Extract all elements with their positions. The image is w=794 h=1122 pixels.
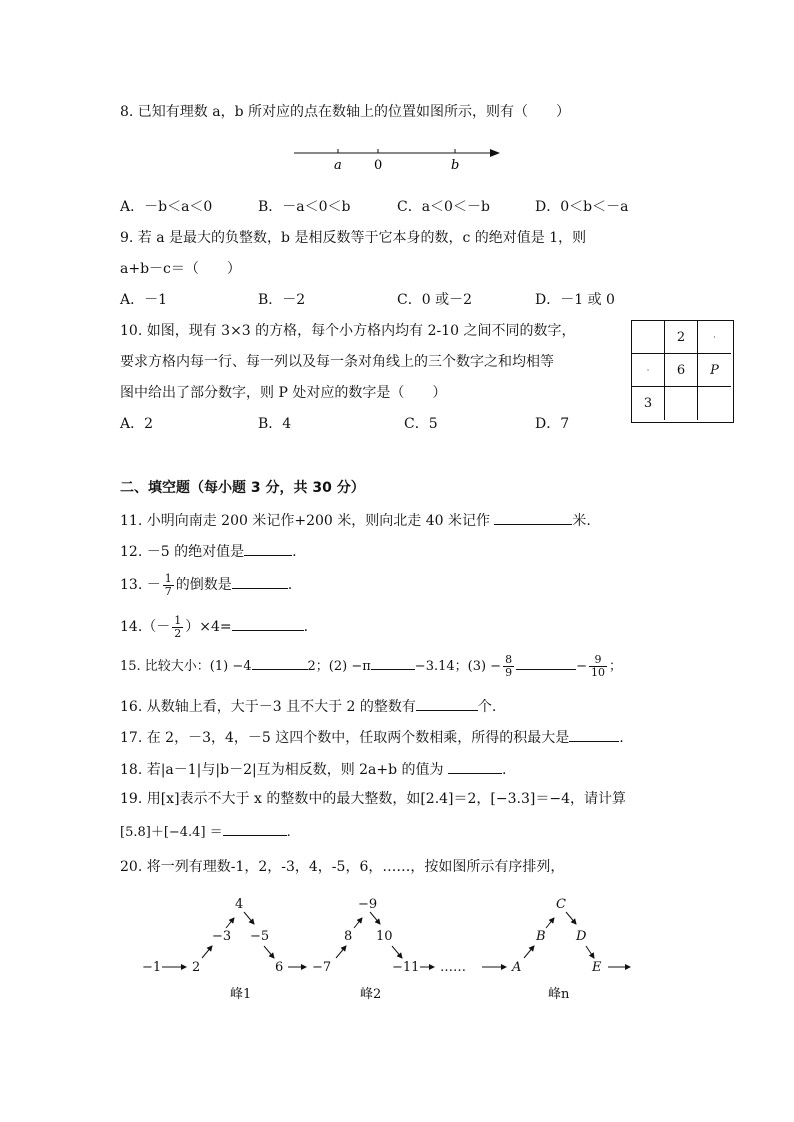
q14-den: 2: [174, 626, 182, 640]
q14-fraction: [172, 615, 183, 640]
label-2: 2: [192, 960, 201, 975]
q13-den: 7: [164, 584, 172, 598]
label-A: A: [512, 960, 522, 975]
q12: [120, 541, 297, 561]
q10-line2: 要求方格内每一行、每一列以及每一条对角线上的三个数字之和均相等: [120, 354, 554, 370]
q14-mid: ）×4=: [185, 619, 232, 635]
q13-pre: 13. －: [120, 577, 161, 593]
q15-fraction-2: [589, 654, 607, 679]
q9-option-b: B．－2: [258, 292, 306, 308]
grid-cell: 2: [665, 321, 698, 354]
grid-cell: [632, 321, 665, 354]
label-10: 10: [376, 929, 393, 944]
q9-option-a: A．－1: [120, 292, 168, 308]
q13-end: .: [287, 577, 293, 593]
grid-cell: [698, 387, 731, 420]
axis-label-a: a: [334, 158, 342, 173]
grid-cell-p: P: [698, 354, 731, 387]
grid-cell: [665, 387, 698, 420]
q19-line2: [120, 821, 291, 842]
q17-pre: 17. 在 2，－3，4，－5 这四个数中，任取两个数相乘，所得的积最大是: [120, 730, 570, 746]
q19-pre2: [5.8]＋[−4.4] ＝: [120, 825, 223, 840]
label-ellipsis: ……: [440, 960, 466, 975]
q14: [120, 614, 308, 640]
q17-blank[interactable]: [569, 727, 619, 742]
q15-f1-num: 8: [505, 653, 513, 666]
label-neg9: −9: [358, 897, 378, 912]
q16-blank[interactable]: [416, 696, 478, 711]
q13-post: 的倒数是: [175, 577, 232, 593]
q12-post: .: [292, 544, 297, 560]
q14-num: 1: [174, 613, 182, 627]
q14-end: .: [303, 619, 309, 635]
q13-fraction: [163, 573, 174, 598]
q13-num: 1: [164, 571, 172, 585]
label-6: 6: [275, 960, 284, 975]
q19-post2: .: [286, 825, 291, 840]
q18-pre: 18. 若|a－1|与|b－2|互为相反数，则 2a+b 的值为: [120, 762, 449, 778]
label-neg7: −7: [312, 960, 332, 975]
axis-label-b: b: [451, 158, 460, 173]
q15-p1: 15. 比较大小：(1) −4: [120, 659, 252, 674]
q15-blank-1[interactable]: [252, 655, 308, 670]
q16-pre: 16. 从数轴上看，大于－3 且不大于 2 的整数有: [120, 699, 416, 715]
label-C: C: [556, 897, 566, 912]
q16: [120, 696, 496, 716]
q15-blank-3[interactable]: [516, 655, 576, 670]
q15-end: ；: [608, 659, 622, 674]
grid-cell: ·: [698, 321, 731, 354]
grid-cell: 3: [632, 387, 665, 420]
q11-pre: 11. 小明向南走 200 米记作+200 米，则向北走 40 米记作: [120, 513, 495, 529]
q15-fraction-1: [503, 654, 514, 679]
q11-post: 米.: [572, 513, 591, 529]
q20-text: 20. 将一列有理数-1，2，-3，4，-5，6，……，按如图所示有序排列，: [120, 859, 565, 875]
number-line: [290, 143, 510, 173]
peak-label-1: 峰1: [230, 987, 252, 1002]
q15: [120, 654, 622, 680]
label-neg1: −1: [142, 960, 162, 975]
grid-cell: ·: [632, 354, 665, 387]
q10-line1: 10. 如图，现有 3×3 的方格，每个小方格内均有 2-10 之间不同的数字，: [120, 323, 576, 339]
q10-option-b: B．4: [258, 416, 292, 432]
label-E: E: [592, 960, 602, 975]
q8-option-a: A．－b＜a＜0: [120, 199, 213, 215]
q8-option-b: B．－a＜0＜b: [258, 199, 351, 215]
q10-line3: 图中给出了部分数字，则 P 处对应的数字是（ ）: [120, 385, 447, 401]
q13-blank[interactable]: [232, 574, 288, 589]
label-D: D: [576, 929, 587, 944]
label-neg5: −5: [250, 929, 270, 944]
q15-p4: −: [576, 659, 587, 674]
q18: [120, 759, 506, 779]
magic-square-grid: [631, 320, 734, 423]
q11: [120, 510, 591, 530]
q10-option-c: C．5: [404, 416, 438, 432]
label-neg3: −3: [212, 929, 232, 944]
q8-option-c: C．a＜0＜－b: [397, 199, 490, 215]
q10-option-d: D．7: [535, 416, 570, 432]
peak-diagram: [130, 888, 650, 1008]
q19-blank[interactable]: [223, 821, 287, 836]
grid-cell: 6: [665, 354, 698, 387]
q10-option-a: A．2: [120, 416, 154, 432]
section-title: 二、填空题（每小题 3 分，共 30 分）: [120, 480, 365, 496]
q12-pre: 12. －5 的绝对值是: [120, 544, 245, 560]
q9-line1: 9. 若 a 是最大的负整数，b 是相反数等于它本身的数，c 的绝对值是 1，则: [120, 230, 587, 246]
q13: [120, 572, 292, 598]
q15-p2: 2；(2) −π: [307, 659, 371, 674]
label-8: 8: [344, 929, 353, 944]
q12-blank[interactable]: [244, 541, 292, 556]
q18-post: .: [502, 762, 507, 778]
q15-f2-num: 9: [589, 654, 607, 667]
q9-option-d: D．－1 或 0: [535, 292, 615, 308]
q9-option-c: C．0 或－2: [397, 292, 472, 308]
q15-f1-den: 9: [505, 666, 513, 679]
peak-label-2: 峰2: [360, 987, 382, 1002]
q8-option-d: D．0＜b＜－a: [535, 199, 629, 215]
axis-label-0: 0: [374, 158, 383, 173]
q15-f2-den: 10: [590, 666, 605, 679]
q11-blank[interactable]: [494, 510, 572, 525]
q14-blank[interactable]: [232, 616, 304, 631]
q15-p3: −3.14；(3) −: [414, 659, 502, 674]
peak-label-n: 峰n: [548, 987, 570, 1002]
label-4: 4: [235, 897, 244, 912]
q15-blank-2[interactable]: [371, 655, 415, 670]
q9-line2: a+b－c＝（ ）: [120, 261, 241, 277]
q18-blank[interactable]: [448, 759, 502, 774]
label-B: B: [536, 929, 546, 944]
q17-post: .: [619, 730, 624, 746]
label-neg11: −11: [392, 960, 420, 975]
q8-text: 8. 已知有理数 a，b 所对应的点在数轴上的位置如图所示，则有（ ）: [120, 104, 571, 120]
q17: [120, 727, 624, 747]
q19-line1: 19. 用[x]表示不大于 x 的整数中的最大整数，如[2.4]＝2，[−3.3]＝−4，请计算: [120, 791, 626, 807]
q14-pre: 14.（－: [120, 619, 171, 635]
q16-post: 个.: [477, 699, 497, 715]
